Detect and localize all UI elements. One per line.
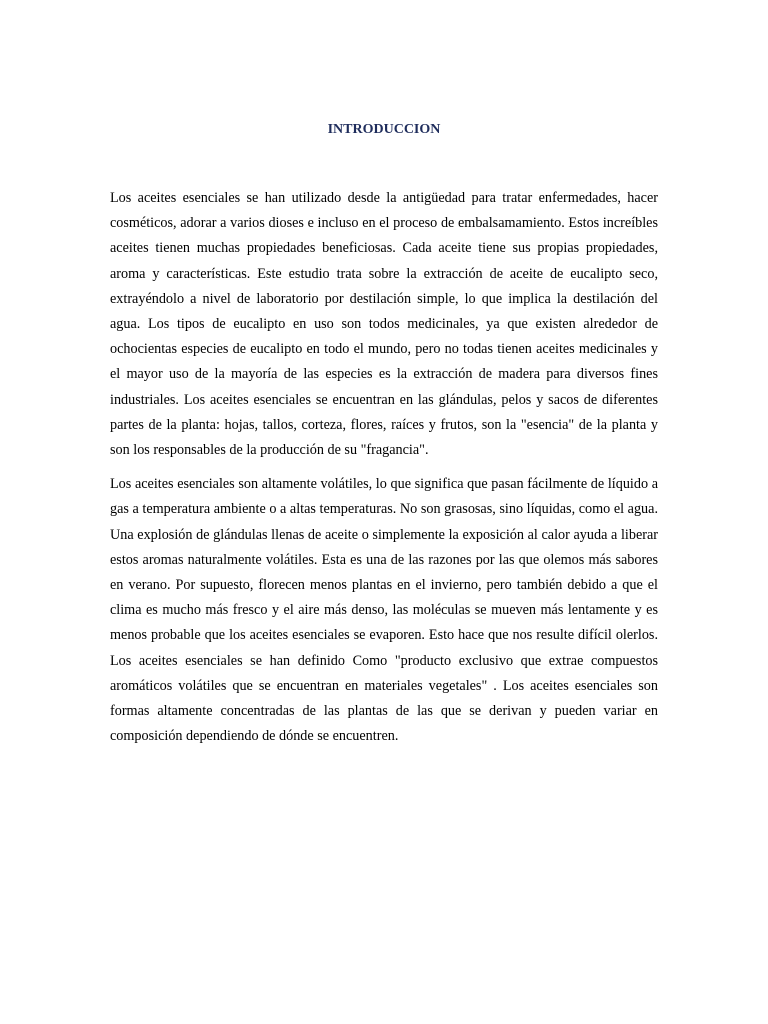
- paragraph-2: Los aceites esenciales son altamente volátiles, lo que significa que pasan fácilmente de líquido a gas a temperatura ambiente o a altas temperaturas. No son grasosas, sino líquidas, como el agua. Una explosión de glándulas llenas de aceite o simplemente la exposición al calor ayuda a liberar estos aromas naturalmente volátiles. Esta es una de las razones por las que olemos más sabores en verano. Por supuesto, florecen menos plantas en el invierno, pero también debido a que el clima es mucho más fresco y el aire más denso, las moléculas se mueven más lentamente y es menos probable que los aceites esenciales se evaporen. Esto hace que nos resulte difícil olerlos. Los aceites esenciales se han definido Como "producto exclusivo que extrae compuestos aromáticos volátiles que se encuentran en materiales vegetales" . Los aceites esenciales son formas altamente concentradas de las plantas de las que se derivan y pueden variar en composición dependiendo de dónde se encuentren.: [110, 476, 658, 745]
- paragraph-1: Los aceites esenciales se han utilizado desde la antigüedad para tratar enfermedades, hacer cosméticos, adorar a varios dioses e incluso en el proceso de embalsamamiento. Estos increíbles aceites tienen muchas propiedades beneficiosas. Cada aceite tiene sus propias propiedades, aroma y características. Este estudio trata sobre la extracción de aceite de eucalipto seco, extrayéndolo a nivel de laboratorio por destilación simple, lo que implica la destilación del agua. Los tipos de eucalipto en uso son todos medicinales, ya que existen alrededor de ochocientas especies de eucalipto en todo el mundo, pero no todas tienen aceites medicinales y el mayor uso de la mayoría de las especies es la extracción de madera para diversos fines industriales. Los aceites esenciales se encuentran en las glándulas, pelos y sacos de diferentes partes de la planta: hojas, tallos, corteza, flores, raíces y frutos, son la "esencia" de la planta y son los responsables de la producción de su "fragancia".: [110, 190, 658, 459]
- document-body: [110, 186, 658, 749]
- page-title: INTRODUCCION: [327, 122, 441, 137]
